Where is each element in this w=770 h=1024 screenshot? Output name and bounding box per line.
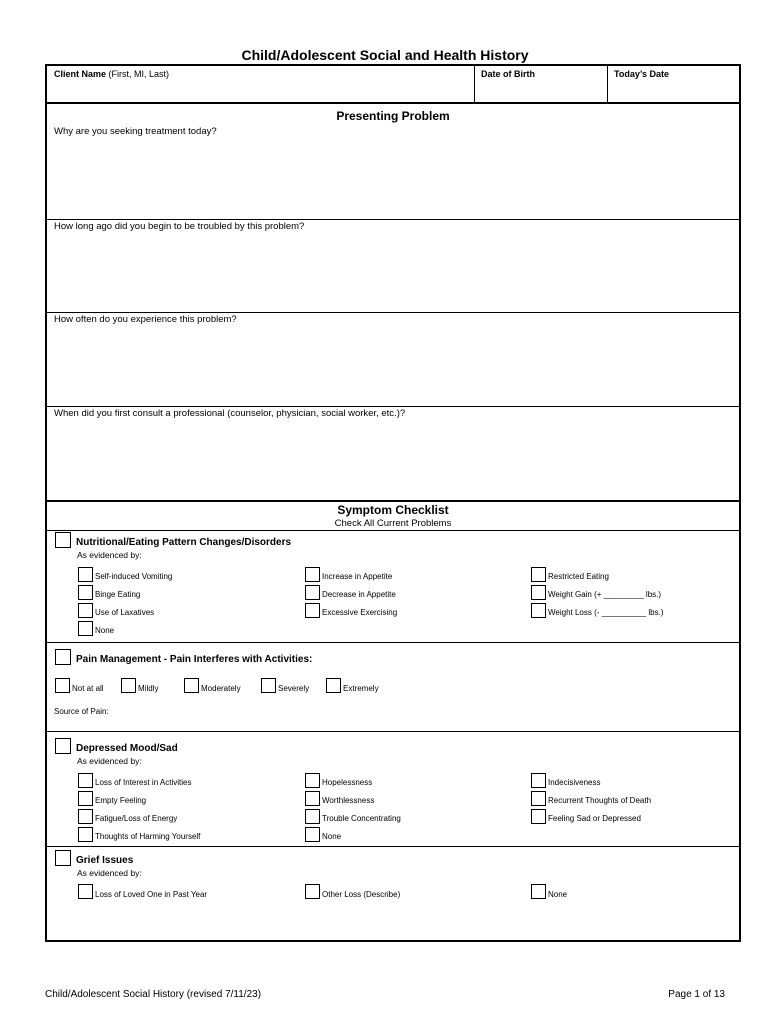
pain-severely-checkbox[interactable] — [261, 678, 276, 693]
depressed-none-label: None — [322, 832, 342, 841]
client-name-field[interactable] — [47, 66, 474, 102]
binge-eating-checkbox[interactable] — [78, 585, 93, 600]
trouble-concentrating-label: Trouble Concentrating — [322, 814, 401, 823]
todays-date-field[interactable] — [607, 66, 739, 102]
hopelessness-checkbox[interactable] — [305, 773, 320, 788]
footer-page-number: Page 1 of 13 — [668, 989, 725, 1000]
question-3: How often do you experience this problem? — [54, 314, 237, 325]
presenting-problem-title: Presenting Problem — [336, 109, 450, 123]
depressed-evidenced: As evidenced by: — [77, 756, 142, 766]
harming-yourself-label: Thoughts of Harming Yourself — [95, 832, 201, 841]
thoughts-of-death-label: Recurrent Thoughts of Death — [548, 796, 652, 805]
pain-mildly-checkbox[interactable] — [121, 678, 136, 693]
pain-checkbox[interactable] — [55, 649, 71, 665]
empty-feeling-checkbox[interactable] — [78, 791, 93, 806]
source-of-pain-label: Source of Pain: — [54, 707, 109, 716]
decrease-appetite-label: Decrease in Appetite — [322, 590, 396, 599]
pain-extremely-checkbox[interactable] — [326, 678, 341, 693]
worthlessness-label: Worthlessness — [322, 796, 375, 805]
excessive-exercising-checkbox[interactable] — [305, 603, 320, 618]
feeling-sad-checkbox[interactable] — [531, 809, 546, 824]
grief-label: Grief Issues — [76, 855, 134, 866]
dob-label: Date of Birth — [481, 69, 535, 79]
hopelessness-label: Hopelessness — [322, 778, 373, 787]
nutritional-none-label: None — [95, 626, 115, 635]
pain-severely-label: Severely — [278, 684, 310, 693]
dob-field[interactable] — [474, 66, 607, 102]
symptom-checklist-title: Symptom Checklist — [337, 503, 449, 517]
loss-of-loved-one-label: Loss of Loved One in Past Year — [95, 890, 208, 899]
self-induced-vomiting-checkbox[interactable] — [78, 567, 93, 582]
pain-moderately-checkbox[interactable] — [184, 678, 199, 693]
loss-of-interest-label: Loss of Interest in Activities — [95, 778, 192, 787]
restricted-eating-label: Restricted Eating — [548, 572, 609, 581]
weight-loss-label: Weight Loss (- __________ lbs.) — [548, 608, 664, 617]
increase-appetite-label: Increase in Appetite — [322, 572, 393, 581]
indecisiveness-checkbox[interactable] — [531, 773, 546, 788]
client-name-hint: (First, MI, Last) — [108, 69, 170, 79]
depressed-checkbox[interactable] — [55, 738, 71, 754]
weight-gain-checkbox[interactable] — [531, 585, 546, 600]
increase-appetite-checkbox[interactable] — [305, 567, 320, 582]
other-loss-label: Other Loss (Describe) — [322, 890, 401, 899]
decrease-appetite-checkbox[interactable] — [305, 585, 320, 600]
empty-feeling-label: Empty Feeling — [95, 796, 147, 805]
binge-eating-label: Binge Eating — [95, 590, 141, 599]
grief-none-label: None — [548, 890, 568, 899]
nutritional-none-checkbox[interactable] — [78, 621, 93, 636]
nutritional-checkbox[interactable] — [55, 532, 71, 548]
client-name-label: Client Name — [54, 69, 107, 79]
nutritional-label: Nutritional/Eating Pattern Changes/Disorders — [76, 537, 292, 548]
question-2: How long ago did you begin to be troubled by this problem? — [54, 221, 305, 232]
loss-of-interest-checkbox[interactable] — [78, 773, 93, 788]
self-induced-vomiting-label: Self-induced Vomiting — [95, 572, 173, 581]
depressed-none-checkbox[interactable] — [305, 827, 320, 842]
weight-gain-label: Weight Gain (+ _________ lbs.) — [548, 590, 662, 599]
loss-of-loved-one-checkbox[interactable] — [78, 884, 93, 899]
restricted-eating-checkbox[interactable] — [531, 567, 546, 582]
pain-not-at-all-checkbox[interactable] — [55, 678, 70, 693]
use-of-laxatives-label: Use of Laxatives — [95, 608, 155, 617]
use-of-laxatives-checkbox[interactable] — [78, 603, 93, 618]
excessive-exercising-label: Excessive Exercising — [322, 608, 398, 617]
client-info-row — [47, 66, 739, 104]
symptom-checklist-subtitle: Check All Current Problems — [334, 518, 452, 529]
form-body — [45, 64, 741, 942]
weight-loss-checkbox[interactable] — [531, 603, 546, 618]
thoughts-of-death-checkbox[interactable] — [531, 791, 546, 806]
footer-revision: Child/Adolescent Social History (revised 7/11/23) — [45, 989, 262, 1000]
fatigue-label: Fatigue/Loss of Energy — [95, 814, 178, 823]
nutritional-evidenced: As evidenced by: — [77, 550, 142, 560]
grief-evidenced: As evidenced by: — [77, 868, 142, 878]
todays-date-label: Today’s Date — [614, 69, 670, 79]
form-title: Child/Adolescent Social and Health History — [241, 47, 529, 63]
pain-moderately-label: Moderately — [201, 684, 241, 693]
grief-checkbox[interactable] — [55, 850, 71, 866]
trouble-concentrating-checkbox[interactable] — [305, 809, 320, 824]
feeling-sad-label: Feeling Sad or Depressed — [548, 814, 641, 823]
depressed-label: Depressed Mood/Sad — [76, 743, 178, 754]
pain-extremely-label: Extremely — [343, 684, 379, 693]
indecisiveness-label: Indecisiveness — [548, 778, 601, 787]
grief-none-checkbox[interactable] — [531, 884, 546, 899]
question-1: Why are you seeking treatment today? — [54, 126, 217, 137]
question-4: When did you first consult a professional (counselor, physician, social worker, etc.)? — [54, 408, 406, 419]
fatigue-checkbox[interactable] — [78, 809, 93, 824]
pain-not-at-all-label: Not at all — [72, 684, 104, 693]
pain-label: Pain Management - Pain Interferes with Activities: — [76, 654, 313, 665]
other-loss-checkbox[interactable] — [305, 884, 320, 899]
harming-yourself-checkbox[interactable] — [78, 827, 93, 842]
pain-mildly-label: Mildly — [138, 684, 159, 693]
worthlessness-checkbox[interactable] — [305, 791, 320, 806]
